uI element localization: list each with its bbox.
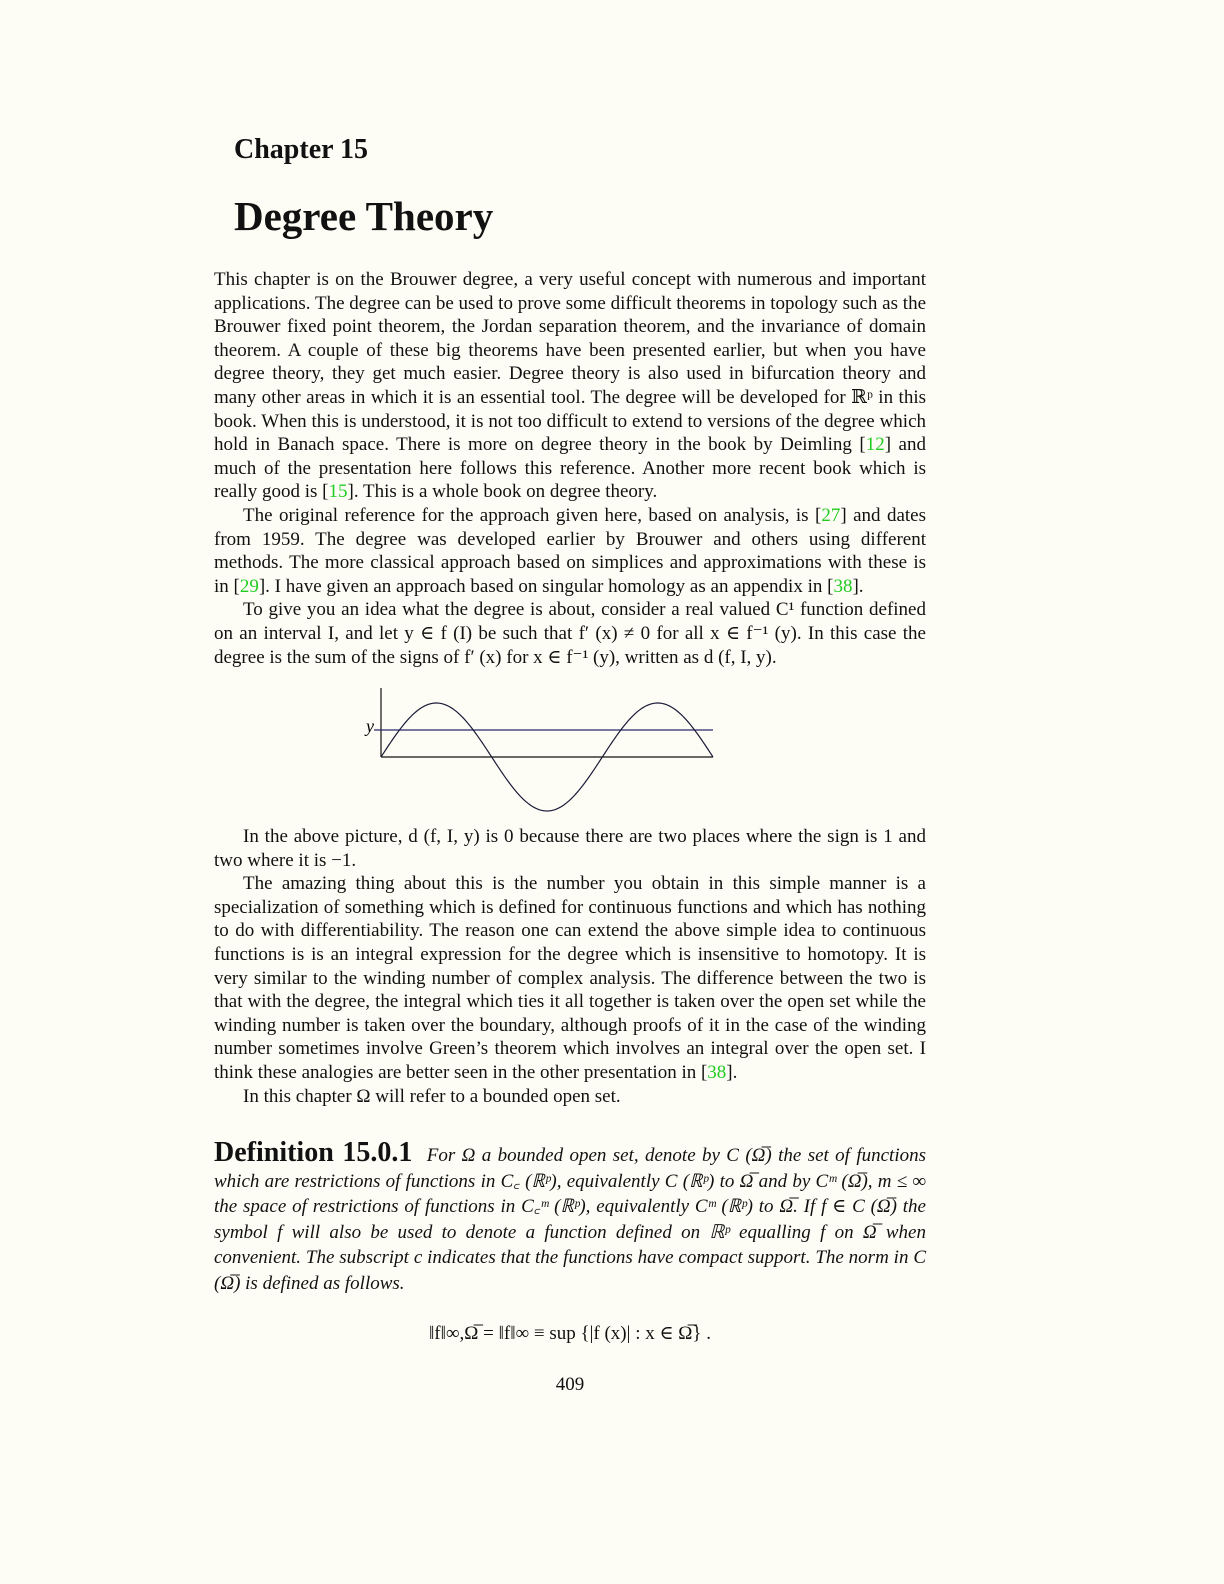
body-text-after-figure xyxy=(214,825,926,1108)
paragraph xyxy=(214,504,926,598)
paragraph-text: In this chapter Ω will refer to a bounded open set. xyxy=(243,1085,621,1107)
sine-graph xyxy=(360,684,730,824)
paragraph-text: The original reference for the approach given here, based on analysis, is [ xyxy=(243,504,822,526)
citation-link[interactable]: 12 xyxy=(865,434,885,456)
definition-15-0-1 xyxy=(214,1137,926,1296)
page-number: 409 xyxy=(555,1374,585,1395)
y-label: y xyxy=(366,716,374,736)
paragraph-text: ]. xyxy=(852,575,864,597)
citation-link[interactable]: 27 xyxy=(821,504,841,526)
paragraph xyxy=(214,1085,926,1109)
paragraph-text: ] and much of the presentation here follows this reference. Another more recent book which is really good is [ xyxy=(214,434,926,503)
paragraph-text: ]. xyxy=(726,1061,738,1083)
chapter-title: Degree Theory xyxy=(234,193,494,239)
paragraph-text: In the above picture, d (f, I, y) is 0 because there are two places where the sign is 1 and two where it is −1. xyxy=(214,826,926,871)
paragraph-text: ]. This is a whole book on degree theory. xyxy=(347,481,658,503)
citation-link[interactable]: 29 xyxy=(239,575,259,597)
norm-equation: ‖f‖∞,Ω̅ = ‖f‖∞ ≡ sup {|f (x)| : x ∈ Ω̅} . xyxy=(428,1323,712,1344)
paragraph xyxy=(214,268,926,504)
citation-link[interactable]: 15 xyxy=(328,481,348,503)
definition-label: Definition 15.0.1 xyxy=(214,1137,413,1168)
paragraph-text: To give you an idea what the degree is about, consider a real valued C¹ function defined on an interval I, and let y ∈ f (I) be such that f′ (x) ≠ 0 for all x ∈ f⁻¹ (y). In this case the degree is the sum of the signs of f′ (x) for x ∈ f⁻¹ (y), written as d (f, I, y). xyxy=(214,599,926,668)
paragraph-text: The amazing thing about this is the number you obtain in this simple manner is a specialization of something which is defined for continuous functions and which has nothing to do with differentiability. The reason one can extend the above simple idea to continuous functions is is an integral expression for the degree which is insensitive to homotopy. It is very similar to the winding number of complex analysis. The difference between the two is that with the degree, the integral which ties it all together is taken over the open set while the winding number is taken over the boundary, although proofs of it in the case of the winding number sometimes involve Green’s theorem which involves an integral over the open set. I think these analogies are better seen in the other presentation in [ xyxy=(214,873,926,1083)
body-text-before-figure xyxy=(214,268,926,669)
chapter-label: Chapter 15 xyxy=(234,134,369,165)
definition-text: For Ω a bounded open set, denote by C (Ω̅) the set of functions which are restrictions of functions in C꜀ (ℝᵖ), equivalently C (ℝᵖ) to Ω̅ and by Cᵐ (Ω̅), m ≤ ∞ the space of restrictions of functions in C꜀ᵐ (ℝᵖ), equivalently Cᵐ (ℝᵖ) to Ω̅. If f ∈ C (Ω̅) the symbol f will also be used to denote a function defined on ℝᵖ equalling f on Ω̅ when convenient. The subscript c indicates that the functions have compact support. The norm in C (Ω̅) is defined as follows. xyxy=(214,1145,926,1294)
citation-link[interactable]: 38 xyxy=(707,1061,727,1083)
paragraph-text: ]. I have given an approach based on singular homology as an appendix in [ xyxy=(258,575,834,597)
paragraph-text: ] and dates from 1959. The degree was developed earlier by Brouwer and others using different methods. The more classical approach based on simplices and approximations with these is in [ xyxy=(214,504,926,597)
degree-figure xyxy=(360,684,730,829)
paragraph xyxy=(214,825,926,872)
paragraph xyxy=(214,872,926,1084)
paragraph xyxy=(214,598,926,669)
paragraph-text: This chapter is on the Brouwer degree, a very useful concept with numerous and important applications. The degree can be used to prove some difficult theorems in topology such as the Brouwer fixed point theorem, the Jordan separation theorem, and the invariance of domain theorem. A couple of these big theorems have been presented earlier, but when you have degree theory, they get much easier. Degree theory is also used in bifurcation theory and many other areas in which it is an essential tool. The degree will be developed for ℝᵖ in this book. When this is understood, it is not too difficult to extend to versions of the degree which hold in Banach space. There is more on degree theory in the book by Deimling [ xyxy=(214,269,926,456)
citation-link[interactable]: 38 xyxy=(833,575,853,597)
